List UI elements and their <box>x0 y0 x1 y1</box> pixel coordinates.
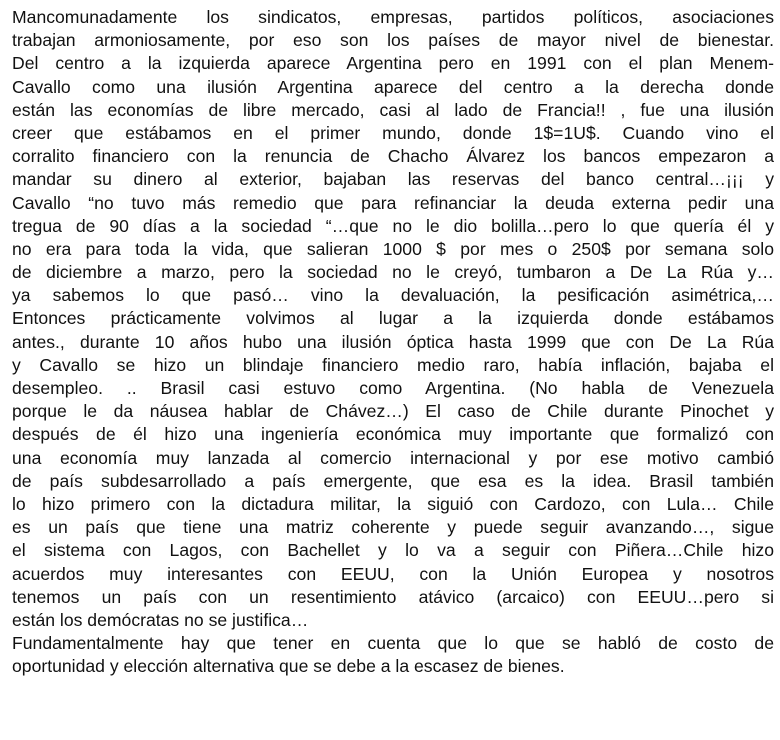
text-line: oportunidad y elección alternativa que se debe a la escasez de bienes. <box>12 656 565 677</box>
text-line: ya sabemos lo que pasó… vino la devaluación, la pesificación asimétrica,… <box>12 285 774 306</box>
text-line: Del centro a la izquierda aparece Argentina pero en 1991 con el plan Menem- <box>12 53 774 74</box>
paragraph-1 <box>12 6 774 632</box>
text-line: Mancomunadamente los sindicatos, empresas, partidos políticos, asociaciones <box>12 7 774 27</box>
text-line: Entonces prácticamente volvimos al lugar a la izquierda donde estábamos <box>12 308 774 329</box>
text-line: y Cavallo se hizo un blindaje financiero medio raro, había inflación, bajaba el <box>12 354 774 375</box>
text-line: Cavallo “no tuvo más remedio que para refinanciar la deuda externa pedir una <box>12 192 774 213</box>
text-line: mandar su dinero al exterior, bajaban las reservas del banco central…¡¡¡ y <box>12 169 774 190</box>
text-line: acuerdos muy interesantes con EEUU, con la Unión Europea y nosotros <box>12 563 774 584</box>
paragraph-2 <box>12 632 774 678</box>
text-line: desempleo. .. Brasil casi estuvo como Argentina. (No habla de Venezuela <box>12 378 774 398</box>
text-line: no era para toda la vida, que salieran 1000 $ por mes o 250$ por semana solo <box>12 238 774 259</box>
text-line: tenemos un país con un resentimiento atávico (arcaico) con EEUU…pero si <box>12 586 774 607</box>
text-line: están las economías de libre mercado, casi al lado de Francia!! , fue una ilusión <box>12 99 774 120</box>
text-line: Fundamentalmente hay que tener en cuenta que lo que se habló de costo de <box>12 633 774 654</box>
text-line: trabajan armoniosamente, por eso son los países de mayor nivel de bienestar. <box>12 30 774 51</box>
text-line: creer que estábamos en el primer mundo, donde 1$=1U$. Cuando vino el <box>12 122 774 143</box>
text-line: Cavallo como una ilusión Argentina aparece del centro a la derecha donde <box>12 76 774 97</box>
text-line: tregua de 90 días a la sociedad “…que no le dio bolilla…pero lo que quería él y <box>12 215 774 236</box>
text-line: después de él hizo una ingeniería económica muy importante que formalizó con <box>12 424 774 445</box>
text-line: corralito financiero con la renuncia de Chacho Álvarez los bancos empezaron a <box>12 146 774 167</box>
text-line: de país subdesarrollado a país emergente, que esa es la idea. Brasil también <box>12 470 774 491</box>
text-line: antes., durante 10 años hubo una ilusión óptica hasta 1999 que con De La Rúa <box>12 331 774 352</box>
text-line: una economía muy lanzada al comercio internacional y por ese motivo cambió <box>12 447 774 468</box>
text-line: están los demócratas no se justifica… <box>12 609 309 630</box>
text-line: es un país que tiene una matriz coherente y puede seguir avanzando…, sigue <box>12 517 774 538</box>
text-line: el sistema con Lagos, con Bachellet y lo va a seguir con Piñera…Chile hizo <box>12 540 774 561</box>
document-page <box>12 6 774 678</box>
text-line: de diciembre a marzo, pero la sociedad no le creyó, tumbaron a De La Rúa y… <box>12 262 774 283</box>
text-line: lo hizo primero con la dictadura militar, la siguió con Cardozo, con Lula… Chile <box>12 493 774 514</box>
text-line: porque le da náusea hablar de Chávez…) El caso de Chile durante Pinochet y <box>12 401 774 422</box>
